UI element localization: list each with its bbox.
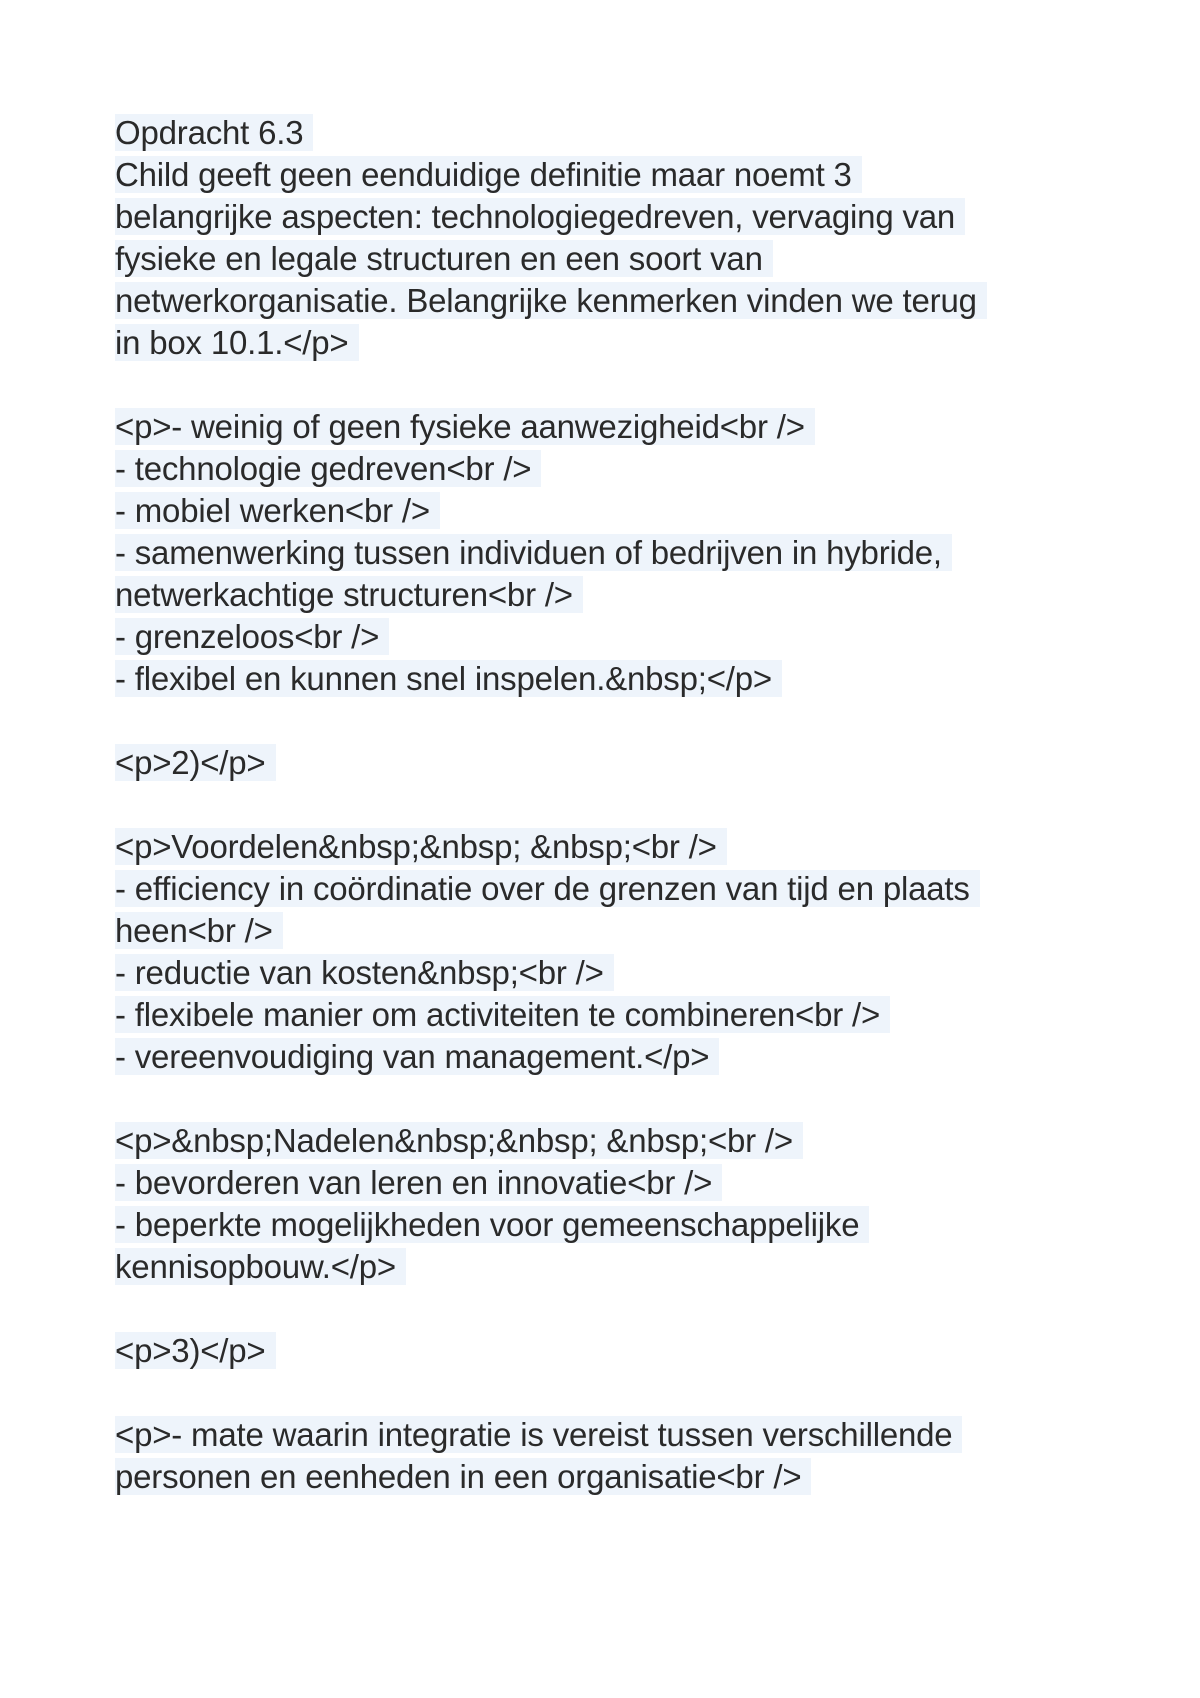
text-line [115,532,1115,574]
selected-text[interactable]: netwerkorganisatie. Belangrijke kenmerken vinden we terug [115,282,987,319]
paragraph-block [115,1414,1115,1498]
selected-text[interactable]: <p>&nbsp;Nadelen&nbsp;&nbsp; &nbsp;<br /> [115,1122,803,1159]
selected-text[interactable]: - reductie van kosten&nbsp;<br /> [115,954,614,991]
selected-text[interactable]: - vereenvoudiging van management.</p> [115,1038,719,1075]
text-line [115,742,1115,784]
selected-text[interactable]: Child geeft geen eenduidige definitie maar noemt 3 [115,156,862,193]
selected-text[interactable]: <p>2)</p> [115,744,276,781]
text-line [115,616,1115,658]
text-line [115,1330,1115,1372]
text-line [115,112,1115,154]
text-line [115,1456,1115,1498]
selected-text[interactable]: - efficiency in coördinatie over de grenzen van tijd en plaats [115,870,980,907]
selected-text[interactable]: heen<br /> [115,912,283,949]
selected-text[interactable]: - grenzeloos<br /> [115,618,389,655]
selected-text[interactable]: netwerkachtige structuren<br /> [115,576,583,613]
selected-text[interactable]: - samenwerking tussen individuen of bedrijven in hybride, [115,534,952,571]
paragraph-block [115,826,1115,1078]
selected-text[interactable]: in box 10.1.</p> [115,324,359,361]
text-line [115,910,1115,952]
text-line [115,1036,1115,1078]
text-line [115,1120,1115,1162]
text-line [115,280,1115,322]
text-line [115,154,1115,196]
text-line [115,406,1115,448]
selected-text[interactable]: <p>Voordelen&nbsp;&nbsp; &nbsp;<br /> [115,828,727,865]
selected-text[interactable]: - flexibele manier om activiteiten te combineren<br /> [115,996,890,1033]
selected-text[interactable]: <p>3)</p> [115,1332,276,1369]
text-line [115,1204,1115,1246]
text-line [115,322,1115,364]
text-line [115,1414,1115,1456]
paragraph-block [115,112,1115,364]
text-line [115,826,1115,868]
selected-text[interactable]: - bevorderen van leren en innovatie<br /> [115,1164,722,1201]
text-line [115,1246,1115,1288]
text-line [115,952,1115,994]
selected-text[interactable]: <p>- mate waarin integratie is vereist tussen verschillende [115,1416,962,1453]
selected-text[interactable]: - flexibel en kunnen snel inspelen.&nbsp;</p> [115,660,782,697]
selected-text[interactable]: - beperkte mogelijkheden voor gemeenschappelijke [115,1206,869,1243]
paragraph-block [115,1120,1115,1288]
selected-text[interactable]: personen en eenheden in een organisatie<br /> [115,1458,811,1495]
text-line [115,574,1115,616]
text-line [115,196,1115,238]
selected-text[interactable]: <p>- weinig of geen fysieke aanwezigheid<br /> [115,408,815,445]
selected-text[interactable]: - mobiel werken<br /> [115,492,440,529]
document-body [115,112,1115,1540]
paragraph-block [115,1330,1115,1372]
text-line [115,994,1115,1036]
selected-text[interactable]: Opdracht 6.3 [115,114,313,151]
text-line [115,868,1115,910]
text-line [115,238,1115,280]
selected-text[interactable]: - technologie gedreven<br /> [115,450,541,487]
selected-text[interactable]: kennisopbouw.</p> [115,1248,406,1285]
paragraph-block [115,742,1115,784]
paragraph-block [115,406,1115,700]
text-line [115,448,1115,490]
text-line [115,490,1115,532]
selected-text[interactable]: fysieke en legale structuren en een soort van [115,240,773,277]
text-line [115,658,1115,700]
text-line [115,1162,1115,1204]
selected-text[interactable]: belangrijke aspecten: technologiegedreven, vervaging van [115,198,965,235]
